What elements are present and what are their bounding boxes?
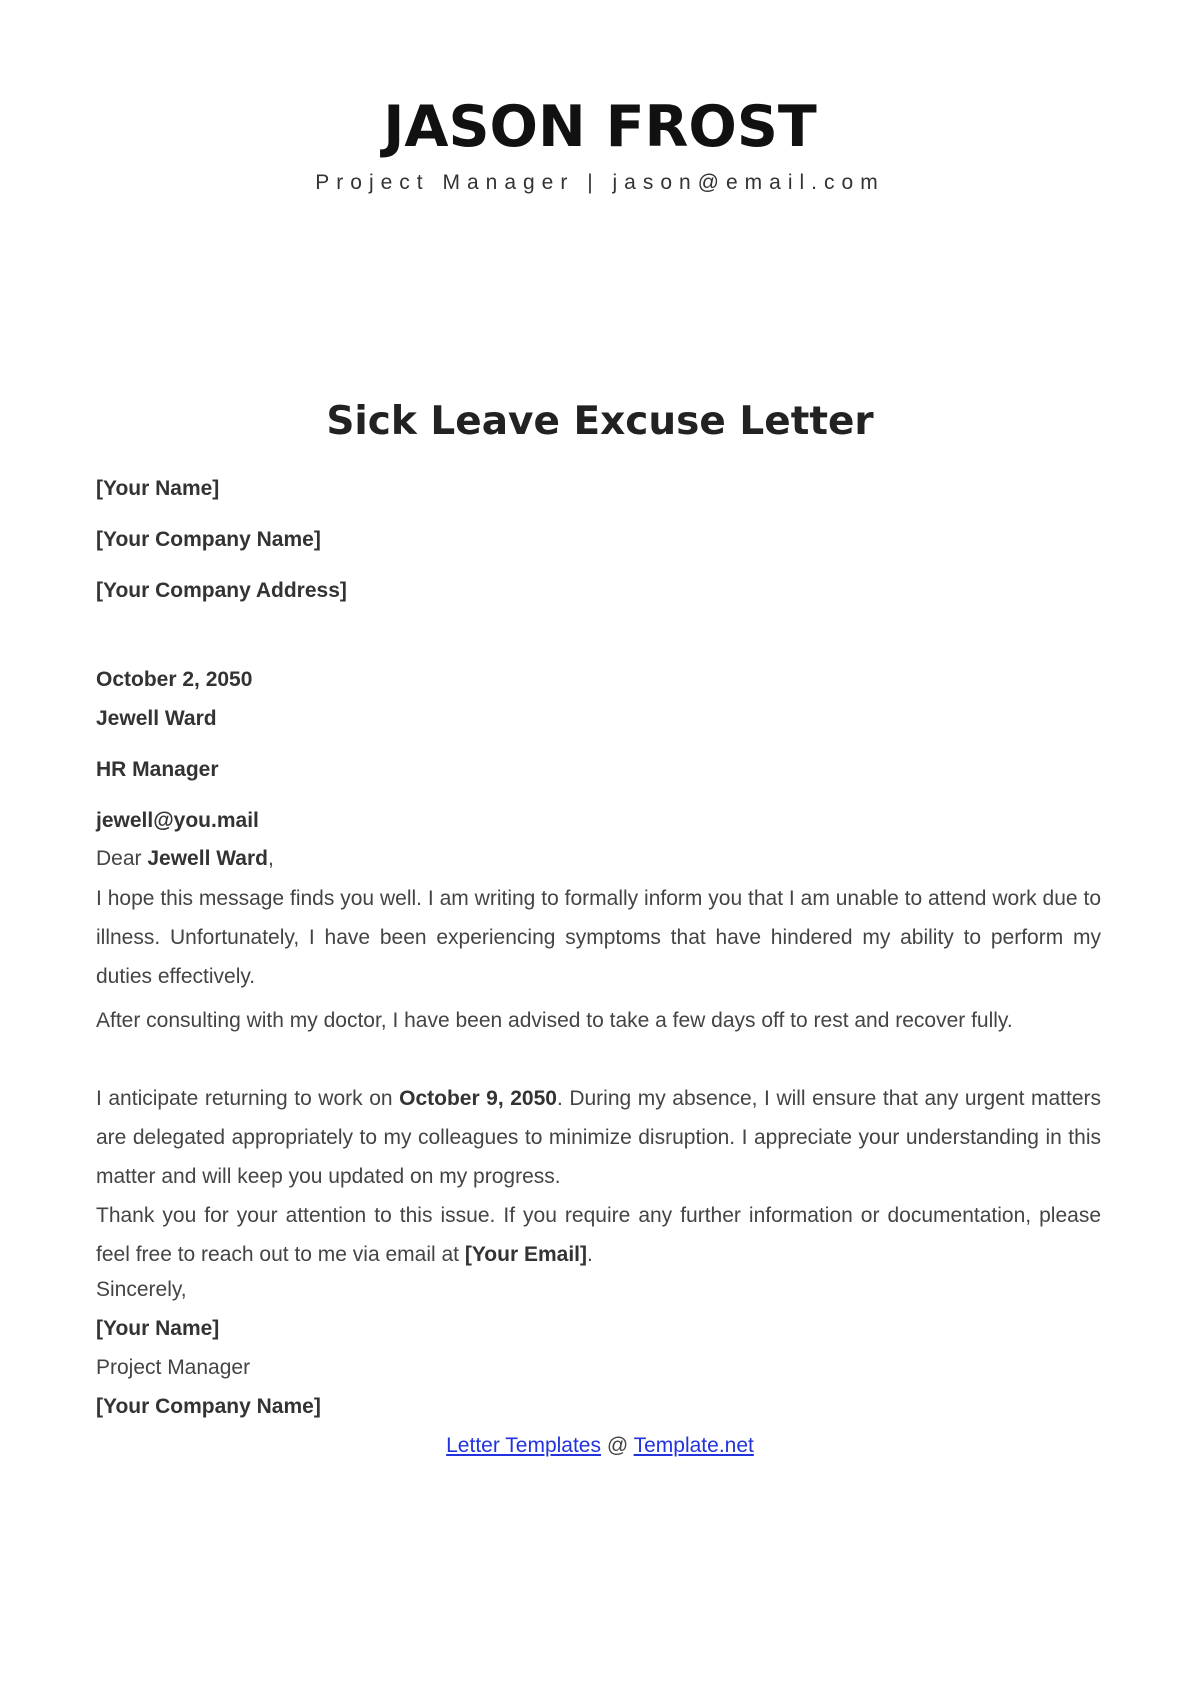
sender-company: [Your Company Name]	[96, 528, 321, 551]
closing-name: [Your Name]	[96, 1317, 220, 1340]
footer-credit	[0, 1432, 1200, 1460]
header-subtitle: Project Manager | jason@email.com	[315, 171, 885, 194]
greeting-name: Jewell Ward	[147, 847, 268, 870]
template-net-link[interactable]: Template.net	[633, 1434, 754, 1457]
body-paragraph-4	[96, 1196, 1101, 1274]
paragraph-3-after: . During my absence, I will ensure that any urgent matters are delegated appropriately to my colleagues to minimize disruption. I appreciate your understanding in this matter and will keep you updated on my progress.	[96, 1087, 1101, 1188]
return-date: October 9, 2050	[399, 1087, 557, 1110]
closing-role: Project Manager	[96, 1356, 251, 1379]
paragraph-3-before: I anticipate returning to work on	[96, 1087, 400, 1110]
header-name: JASON FROST	[383, 94, 817, 160]
greeting-suffix: ,	[267, 847, 274, 870]
greeting-prefix: Dear	[96, 847, 148, 870]
closing-salutation: Sincerely,	[96, 1278, 187, 1301]
paragraph-4-after: .	[586, 1243, 593, 1266]
document-title: Sick Leave Excuse Letter	[326, 399, 874, 444]
recipient-email: jewell@you.mail	[96, 809, 259, 832]
sender-name: [Your Name]	[96, 477, 220, 500]
paragraph-4-before: Thank you for your attention to this issue. If you require any further information or documentation, please feel free to reach out to me via email at	[96, 1204, 1101, 1266]
closing-company: [Your Company Name]	[96, 1395, 321, 1418]
letter-templates-link[interactable]: Letter Templates	[446, 1434, 601, 1457]
body-paragraph-2: After consulting with my doctor, I have been advised to take a few days off to rest and recover fully.	[96, 1009, 1013, 1032]
footer-separator: @	[601, 1434, 634, 1457]
letter-date: October 2, 2050	[96, 668, 253, 691]
greeting	[96, 845, 274, 873]
recipient-role: HR Manager	[96, 758, 219, 781]
body-paragraph-1: I hope this message finds you well. I am writing to formally inform you that I am unable to attend work due to illness. Unfortunately, I have been experiencing symptoms that have hindered my ability to perform my duties effectively.	[96, 887, 1101, 988]
body-paragraph-3	[96, 1079, 1101, 1196]
sender-email-placeholder: [Your Email]	[464, 1243, 587, 1266]
recipient-name: Jewell Ward	[96, 707, 217, 730]
sender-address: [Your Company Address]	[96, 579, 347, 602]
